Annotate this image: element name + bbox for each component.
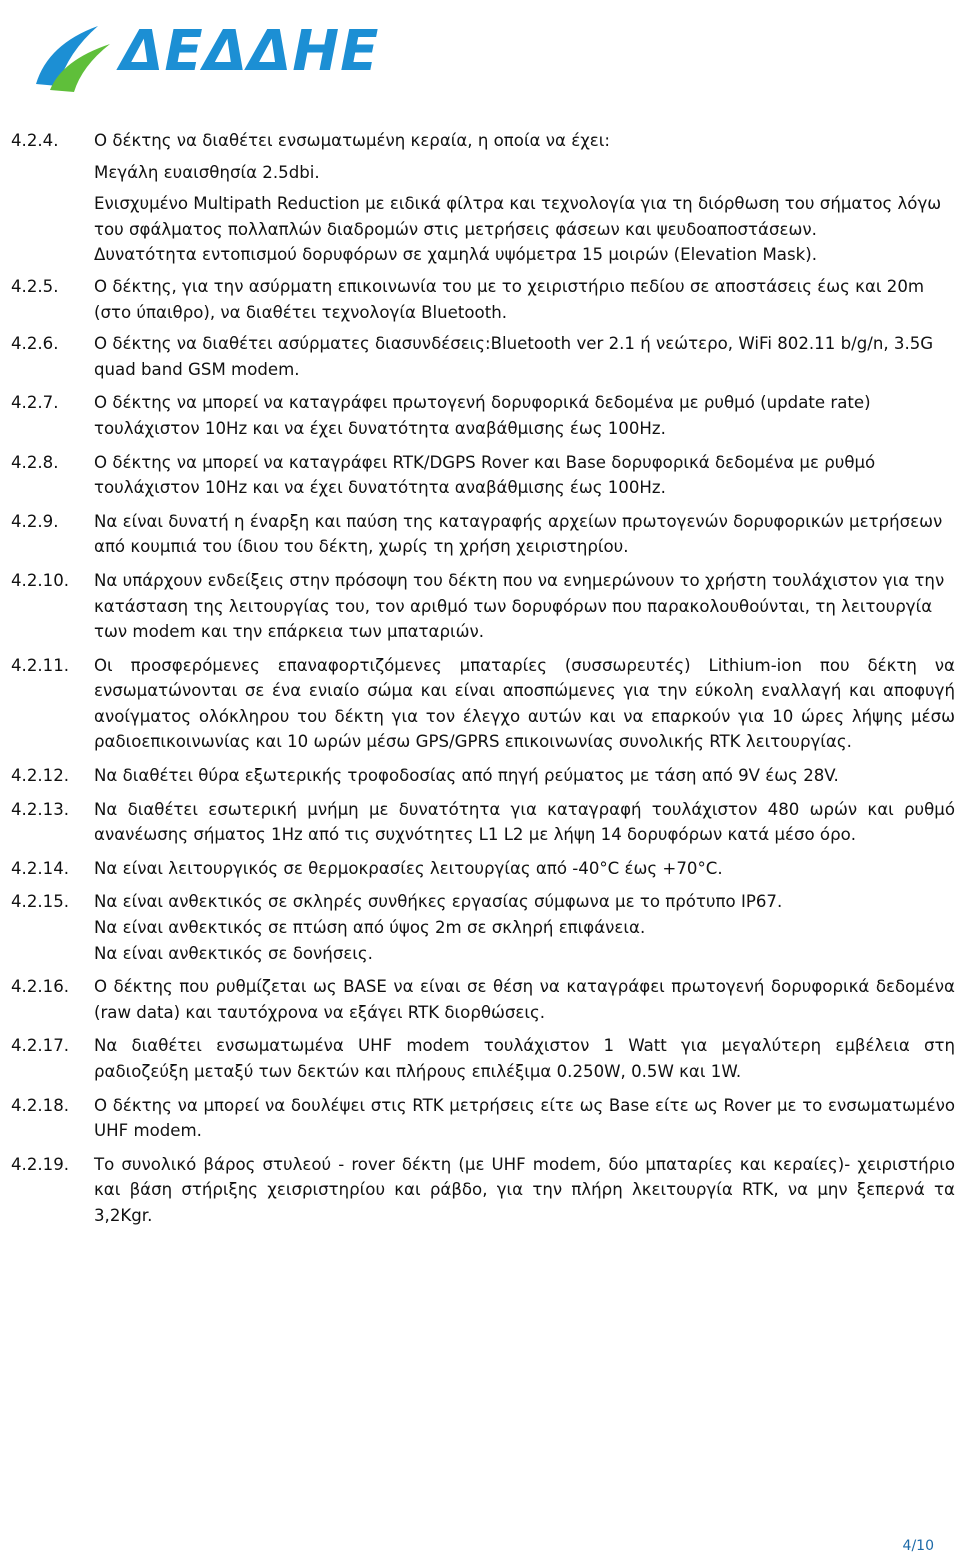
spec-item <box>11 797 955 848</box>
spec-item <box>11 450 955 501</box>
item-body <box>94 128 955 268</box>
spec-item <box>11 974 955 1025</box>
spec-item <box>11 1033 955 1084</box>
item-text: Να διαθέτει εσωτερική μνήμη με δυνατότητα για καταγραφή τουλάχιστον 480 ωρών και ρυθμό ανανέωσης σήματος 1Hz από τις συχνότητες L1 L2 με λήψη 14 δορυφόρων κατά μέσο όρο. <box>94 799 955 845</box>
item-body <box>94 653 955 755</box>
item-number: 4.2.12. <box>11 766 70 786</box>
company-logo <box>28 14 380 98</box>
spec-item <box>11 856 955 882</box>
page-number: 4/10 <box>902 1538 934 1554</box>
item-body <box>94 331 955 382</box>
item-line: Ενισχυμένο Multipath Reduction με ειδικά φίλτρα και τεχνολογία για τη διόρθωση του σήματος λόγω του σφάλματος πολλαπλών διαδρομών στις μετρήσεις φάσεων και ψευδοαποστάσεων. <box>94 194 942 239</box>
item-line: Μεγάλη ευαισθησία 2.5dbi. <box>94 162 320 182</box>
item-body <box>94 509 955 560</box>
spec-item <box>11 1093 955 1144</box>
spec-item <box>11 509 955 560</box>
spec-item <box>11 653 955 755</box>
item-line: Να είναι ανθεκτικός σε πτώση από ύψος 2m σε σκληρή επιφάνεια. <box>94 918 646 938</box>
item-text: Να διαθέτει θύρα εξωτερικής τροφοδοσίας από πηγή ρεύματος με τάση από 9V έως 28V. <box>94 766 839 786</box>
item-text: Ο δέκτης, για την ασύρματη επικοινωνία του με το χειριστήριο πεδίου σε αποστάσεις έως και 20m (στο ύπαιθρο), να διαθέτει τεχνολογία Bluetooth. <box>94 276 925 322</box>
item-body <box>94 763 955 789</box>
spec-item <box>11 568 955 645</box>
item-text: Ο δέκτης να διαθέτει ασύρματες διασυνδέσεις:Bluetooth ver 2.1 ή νεώτερο, WiFi 802.11 b/g/n, 3.5G quad band GSM modem. <box>94 334 934 379</box>
spec-item <box>11 889 955 966</box>
item-text: Το συνολικό βάρος στυλεού - rover δέκτη (με UHF modem, δύο μπαταρίες και κεραίες)- χειριστήριο και βάση στήριξης χεισριστηρίου και ράβδο, για την πλήρη λκειτουργία RTK, να μην ξεπερνά τα 3,2Kgr. <box>94 1154 955 1225</box>
item-text: Ο δέκτης να μπορεί να δουλέψει στις RTK μετρήσεις είτε ως Base είτε ως Rover με το ενσωματωμένο UHF modem. <box>94 1095 955 1141</box>
item-text: Ο δέκτης να μπορεί να καταγράφει RTK/DGPS Rover και Base δορυφορικά δεδομένα με ρυθμό τουλάχιστον 10Hz και να έχει δυνατότητα αναβάθμισης έως 100Hz. <box>94 452 876 498</box>
item-number: 4.2.7. <box>11 393 59 413</box>
item-body <box>94 1033 955 1084</box>
item-body <box>94 1152 955 1229</box>
item-body <box>94 390 955 441</box>
item-number: 4.2.16. <box>11 977 70 997</box>
item-line: Να είναι ανθεκτικός σε δονήσεις. <box>94 943 373 963</box>
item-text: Ο δέκτης να μπορεί να καταγράφει πρωτογενή δορυφορικά δεδομένα με ρυθμό (update rate) τουλάχιστον 10Hz και να έχει δυνατότητα αναβάθμισης έως 100Hz. <box>94 393 871 438</box>
spec-item <box>11 128 955 268</box>
item-number: 4.2.19. <box>11 1154 70 1174</box>
spec-item <box>11 1152 955 1229</box>
spec-item <box>11 331 955 382</box>
item-text: Να διαθέτει ενσωματωμένα UHF modem τουλάχιστον 1 Watt για μεγαλύτερη εμβέλεια στη ραδιοζεύξη μεταξύ των δεκτών και πλήρους επιλέξιμα 0.250W, 0.5W και 1W. <box>94 1036 955 1081</box>
item-number: 4.2.13. <box>11 799 70 819</box>
logo-mark-icon <box>28 14 118 98</box>
item-text: Να υπάρχουν ενδείξεις στην πρόσοψη του δέκτη που να ενημερώνουν το χρήστη τουλάχιστον για την κατάσταση της λειτουργίας του, τον αριθμό των δορυφόρων που παρακολουθούνται, τη λειτουργία των modem και την επάρκεια των μπαταριών. <box>94 570 945 642</box>
item-text: Να είναι λειτουργικός σε θερμοκρασίες λειτουργίας από -40°C έως +70°C. <box>94 858 723 878</box>
spec-list <box>11 128 955 1229</box>
item-body <box>94 274 955 325</box>
item-body <box>94 856 955 882</box>
item-body <box>94 889 955 966</box>
item-number: 4.2.14. <box>11 858 70 878</box>
item-number: 4.2.17. <box>11 1036 70 1056</box>
item-body <box>94 974 955 1025</box>
item-number: 4.2.9. <box>11 511 59 531</box>
item-text: Να είναι δυνατή η έναρξη και παύση της καταγραφής αρχείων πρωτογενών δορυφορικών μετρήσεων από κουμπιά του ίδιου του δέκτη, χωρίς τη χρήση χειριστηρίου. <box>94 511 943 557</box>
item-line: Δυνατότητα εντοπισμού δορυφόρων σε χαμηλά υψόμετρα 15 μοιρών (Elevation Mask). <box>94 245 817 265</box>
item-line: Να είναι ανθεκτικός σε σκληρές συνθήκες εργασίας σύμφωνα με το πρότυπο IP67. <box>94 892 783 912</box>
item-number: 4.2.8. <box>11 452 59 472</box>
item-number: 4.2.6. <box>11 334 59 354</box>
item-text: Οι προσφερόμενες επαναφορτιζόμενες μπαταρίες (συσσωρευτές) Lithium-ion που δέκτη να ενσωματώνονται σε ένα ενιαίο σώμα και είναι αποσπώμενες για την εύκολη εναλλαγή και αποφυγή ανοίγματος ολόκληρου του δέκτη για τον έλεγχο αυτών και να επαρκούν για 10 ώρες λήψης μέσω ραδιοεπικοινωνίας και 10 ωρών μέσω GPS/GPRS επικοινωνίας συνολικής RTK λειτουργίας. <box>94 655 955 752</box>
item-body <box>94 1093 955 1144</box>
item-body <box>94 568 955 645</box>
item-number: 4.2.10. <box>11 570 70 590</box>
spec-item <box>11 274 955 325</box>
item-number: 4.2.11. <box>11 655 70 675</box>
item-number: 4.2.18. <box>11 1095 70 1115</box>
spec-item <box>11 390 955 441</box>
item-body <box>94 797 955 848</box>
item-line: Ο δέκτης να διαθέτει ενσωματωμένη κεραία, η οποία να έχει: <box>94 131 610 150</box>
item-body <box>94 450 955 501</box>
spec-item <box>11 763 955 789</box>
logo-text: ΔΕΔΔΗΕ <box>120 19 380 84</box>
item-text: Ο δέκτης που ρυθμίζεται ως BASE να είναι σε θέση να καταγράφει πρωτογενή δορυφορικά δεδομένα (raw data) και ταυτόχρονα να εξάγει RTK διορθώσεις. <box>94 977 955 1022</box>
item-number: 4.2.5. <box>11 276 59 296</box>
item-number: 4.2.4. <box>11 131 59 150</box>
item-number: 4.2.15. <box>11 892 70 912</box>
